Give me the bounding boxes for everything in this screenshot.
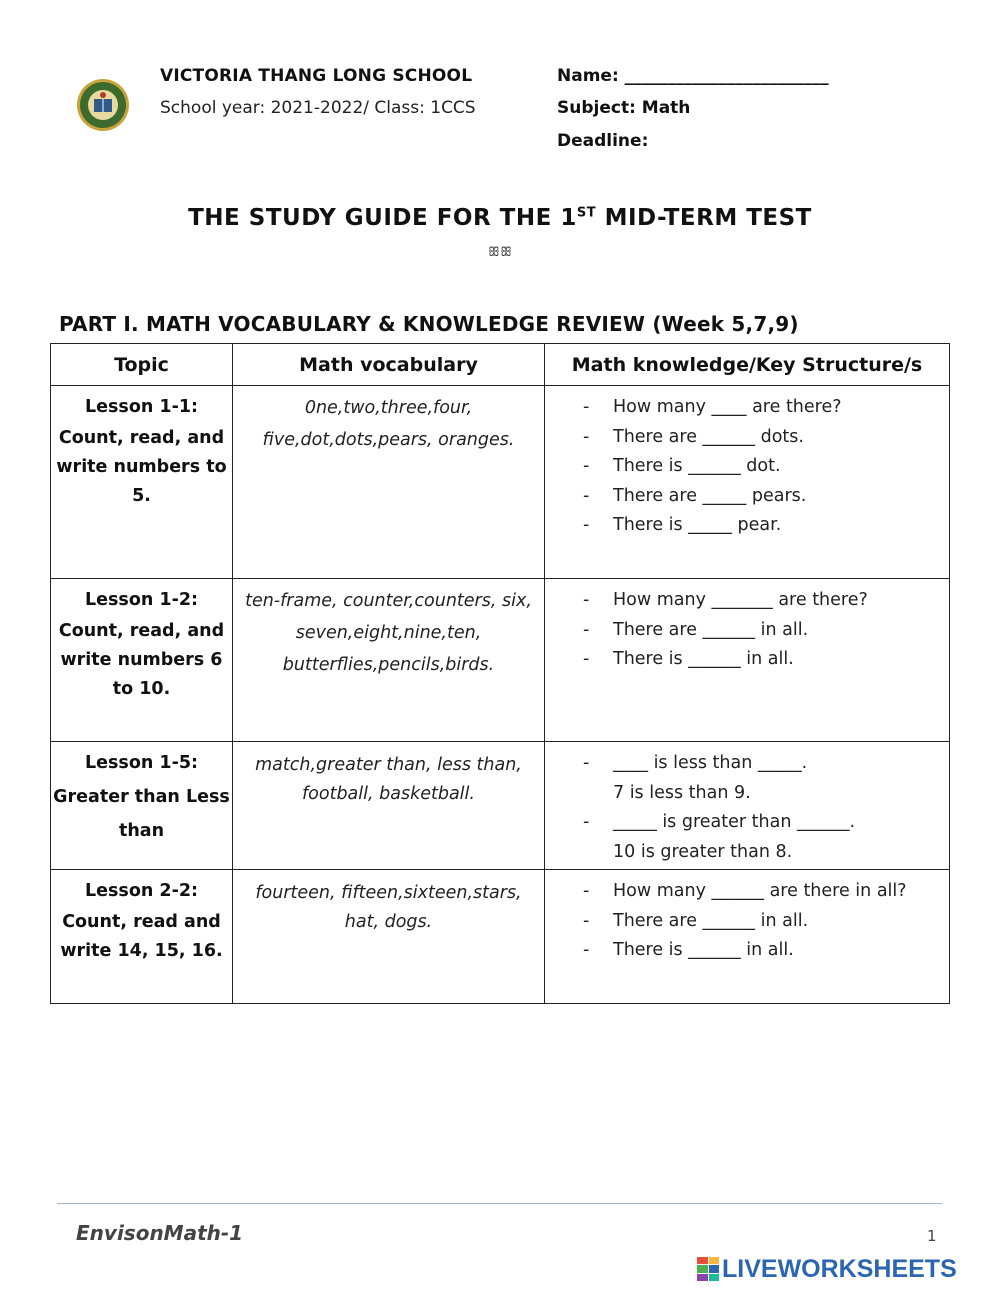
topic-cell bbox=[51, 742, 233, 870]
table-row bbox=[51, 579, 950, 742]
list-item: - There is ______ dot. bbox=[583, 452, 939, 482]
example-text: 7 is less than 9. bbox=[613, 782, 751, 803]
vocabulary-cell: 0ne,two,three,four, five,dot,dots,pears, oranges. bbox=[233, 386, 545, 579]
lesson-number: Lesson 2-2: bbox=[84, 881, 199, 901]
header-topic: Topic bbox=[51, 344, 233, 386]
title-main: THE STUDY GUIDE FOR THE 1 bbox=[188, 205, 577, 231]
page-number: 1 bbox=[927, 1227, 937, 1245]
list-item: - How many ______ are there in all? bbox=[583, 877, 939, 907]
knowledge-cell bbox=[545, 386, 950, 579]
table-row bbox=[51, 742, 950, 870]
example-text: 10 is greater than 8. bbox=[613, 841, 793, 862]
name-field[interactable]: Name: ________________________ bbox=[557, 66, 829, 86]
topic-cell bbox=[51, 386, 233, 579]
list-item: - There are ______ in all. bbox=[583, 616, 939, 646]
footer-divider bbox=[57, 1203, 942, 1204]
list-item: - There is ______ in all. bbox=[583, 645, 939, 675]
school-year-class: School year: 2021-2022/ Class: 1CCS bbox=[160, 98, 476, 118]
list-item: - There are ______ in all. bbox=[583, 907, 939, 937]
study-guide-table bbox=[50, 343, 950, 1004]
topic-cell bbox=[51, 870, 233, 1004]
header-math-knowledge: Math knowledge/Key Structure/s bbox=[545, 344, 950, 386]
title-superscript: ST bbox=[576, 205, 597, 221]
school-name: VICTORIA THANG LONG SCHOOL bbox=[160, 66, 473, 86]
table-header-row bbox=[51, 344, 950, 386]
list-item: - There is _____ pear. bbox=[583, 511, 939, 541]
table-row bbox=[51, 386, 950, 579]
header-math-vocabulary: Math vocabulary bbox=[233, 344, 545, 386]
list-item: - How many ____ are there? bbox=[583, 393, 939, 423]
list-item: - There are ______ dots. bbox=[583, 423, 939, 453]
vocabulary-cell: fourteen, fifteen,sixteen,stars, hat, dogs. bbox=[233, 870, 545, 1004]
topic-cell bbox=[51, 579, 233, 742]
knowledge-cell bbox=[545, 579, 950, 742]
footer-course-name: EnvisonMath-1 bbox=[76, 1221, 244, 1245]
list-item bbox=[583, 749, 939, 808]
lesson-number: Lesson 1-1: bbox=[84, 397, 199, 417]
subject-label: Subject: Math bbox=[557, 98, 691, 118]
table-row bbox=[51, 870, 950, 1004]
structure-text: _____ is greater than ______. bbox=[613, 812, 856, 832]
vocabulary-cell: ten-frame, counter,counters, six, seven,eight,nine,ten, butterflies,pencils,birds. bbox=[233, 579, 545, 742]
knowledge-cell bbox=[545, 870, 950, 1004]
list-item: - How many _______ are there? bbox=[583, 586, 939, 616]
lesson-number: Lesson 1-2: bbox=[84, 590, 199, 610]
liveworksheets-logo[interactable] bbox=[697, 1254, 957, 1284]
page-title bbox=[0, 205, 1000, 231]
vocabulary-cell: match,greater than, less than, football, basketball. bbox=[233, 742, 545, 870]
flourish-ornament: ꕥꕥ bbox=[487, 245, 513, 260]
liveworksheets-icon bbox=[697, 1257, 719, 1281]
structure-text: ____ is less than _____. bbox=[613, 753, 808, 773]
lesson-description: Greater than Less than bbox=[53, 787, 230, 841]
list-item bbox=[583, 808, 939, 867]
deadline-label: Deadline: bbox=[557, 131, 649, 151]
part-heading: PART I. MATH VOCABULARY & KNOWLEDGE REVIEW (Week 5,7,9) bbox=[59, 312, 799, 336]
knowledge-cell bbox=[545, 742, 950, 870]
lesson-description: Count, read, and write numbers to 5. bbox=[56, 428, 227, 506]
liveworksheets-wordmark: LIVEWORKSHEETS bbox=[722, 1254, 957, 1283]
lesson-description: Count, read, and write numbers 6 to 10. bbox=[58, 621, 225, 699]
lesson-description: Count, read and write 14, 15, 16. bbox=[60, 912, 223, 961]
list-item: - There is ______ in all. bbox=[583, 936, 939, 966]
list-item: - There are _____ pears. bbox=[583, 482, 939, 512]
lesson-number: Lesson 1-5: bbox=[84, 753, 199, 773]
title-tail: MID-TERM TEST bbox=[596, 205, 812, 231]
school-logo bbox=[76, 78, 130, 132]
